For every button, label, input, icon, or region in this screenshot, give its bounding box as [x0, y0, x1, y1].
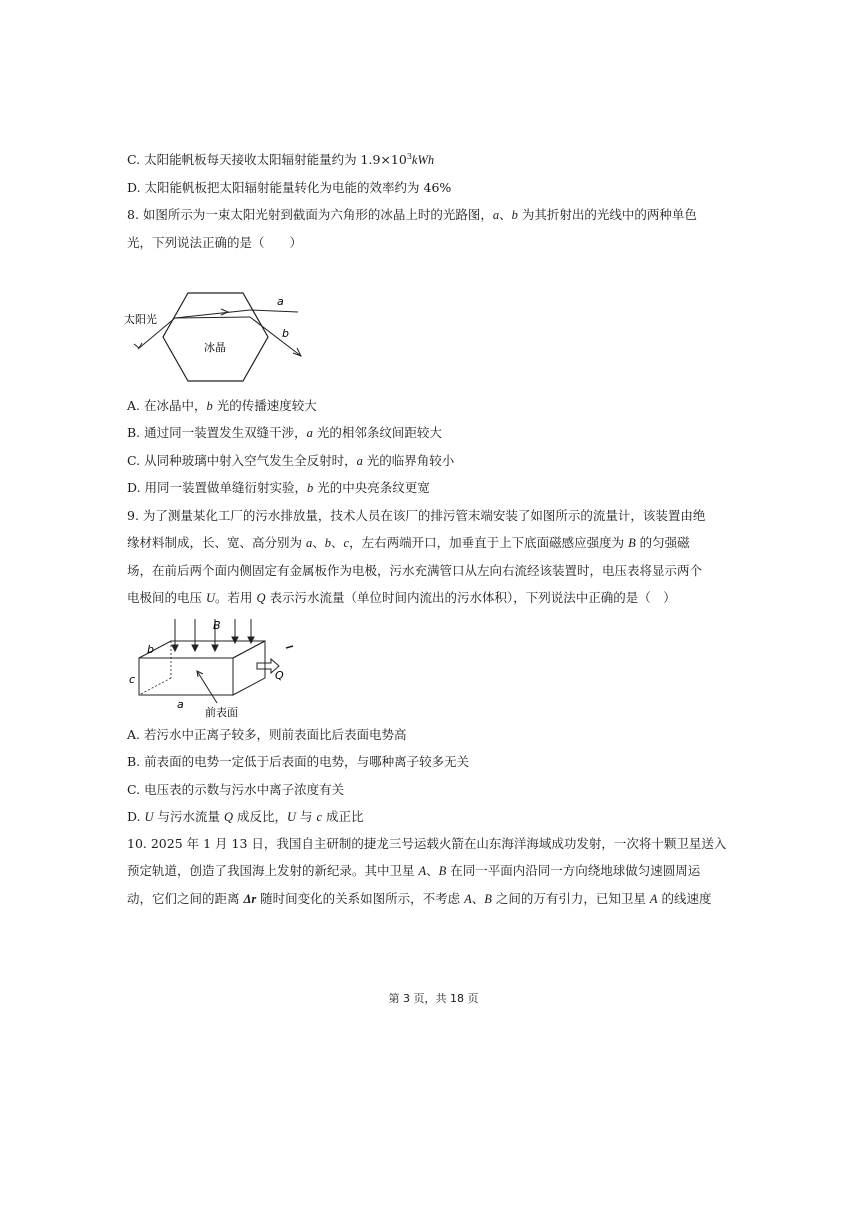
q8-option-c: C. 从同种玻璃中射入空气发生全反射时，a 光的临界角较小: [127, 453, 455, 468]
q10-stem-line2: 预定轨道，创造了我国海上发射的新纪录。其中卫星 A、B 在同一平面内沿同一方向绕地球做匀速圆周运: [127, 863, 701, 878]
ray-b-label: b: [282, 327, 289, 340]
hexagon-crystal: [163, 293, 268, 381]
Q-label: Q: [275, 669, 284, 682]
ray-a-out: [250, 310, 298, 312]
a-label: a: [177, 698, 184, 711]
q9-option-d: D. U 与污水流量 Q 成反比，U 与 c 成正比: [127, 809, 364, 824]
c-label: c: [129, 673, 136, 686]
B-label: B: [213, 619, 221, 632]
q9-option-a: A. 若污水中正离子较多，则前表面比后表面电势高: [127, 727, 407, 742]
q9-stem-line3: 场，在前后两个面内侧固定有金属板作为电极，污水充满管口从左向右流经该装置时，电压表将显示两个: [127, 563, 703, 578]
box-right-face: [233, 641, 265, 695]
q8-stem-line1: 8. 如图所示为一束太阳光射到截面为六角形的冰晶上时的光路图，a、b 为其折射出的光线中的两种单色: [127, 207, 697, 222]
box-top-face: [139, 641, 265, 658]
ray-b-out: [250, 317, 301, 356]
flowmeter-figure: [125, 615, 315, 720]
q9-stem-line4: 电极间的电压 U。若用 Q 表示污水流量（单位时间内流出的污水体积），下列说法中正确的是（ ）: [127, 590, 676, 605]
q10-stem-line3: 动，它们之间的距离 Δr 随时间变化的关系如图所示，不考虑 A、B 之间的万有引力，已知卫星 A 的线速度: [127, 891, 712, 906]
q9-option-b: B. 前表面的电势一定低于后表面的电势，与哪种离子较多无关: [127, 754, 470, 769]
q7-option-c: C. 太阳能帆板每天接收太阳辐射能量约为 $1.9\times 10^3kWh$: [127, 152, 435, 167]
q8-option-b: B. 通过同一装置发生双缝干涉，a 光的相邻条纹间距较大: [127, 425, 442, 440]
q9-stem-line1: 9. 为了测量某化工厂的污水排放量，技术人员在该厂的排污管末端安装了如图所示的流量计，该装置由绝: [127, 508, 706, 523]
q10-stem-line1: 10. 2025 年 1 月 13 日，我国自主研制的捷龙三号运载火箭在山东海洋海域成功发射，一次将十颗卫星送入: [127, 836, 727, 851]
ray-a-label: a: [277, 295, 284, 308]
q8-option-a: A. 在冰晶中，b 光的传播速度较大: [127, 398, 317, 413]
ice-crystal-figure: [120, 285, 320, 390]
q8-option-d: D. 用同一装置做单缝衍射实验，b 光的中央亮条纹更宽: [127, 480, 430, 495]
q9-option-c: C. 电压表的示数与污水中离子浓度有关: [127, 782, 345, 797]
page-footer: 第 3 页，共 18 页: [388, 992, 479, 1005]
crystal-label: 冰晶: [204, 341, 226, 354]
q9-stem-line2: 缘材料制成，长、宽、高分别为 a、b、c，左右两端开口，加垂直于上下底面磁感应强度为 B 的匀强磁: [127, 535, 690, 550]
front-face-label: 前表面: [205, 706, 238, 719]
q8-stem-line2: 光，下列说法正确的是（ ）: [127, 235, 303, 250]
q7-option-d: D. 太阳能帆板把太阳辐射能量转化为电能的效率约为 46%: [127, 180, 452, 195]
sunlight-label: 太阳光: [124, 313, 157, 326]
b-label: b: [147, 643, 154, 656]
box-front-face: [139, 658, 233, 695]
